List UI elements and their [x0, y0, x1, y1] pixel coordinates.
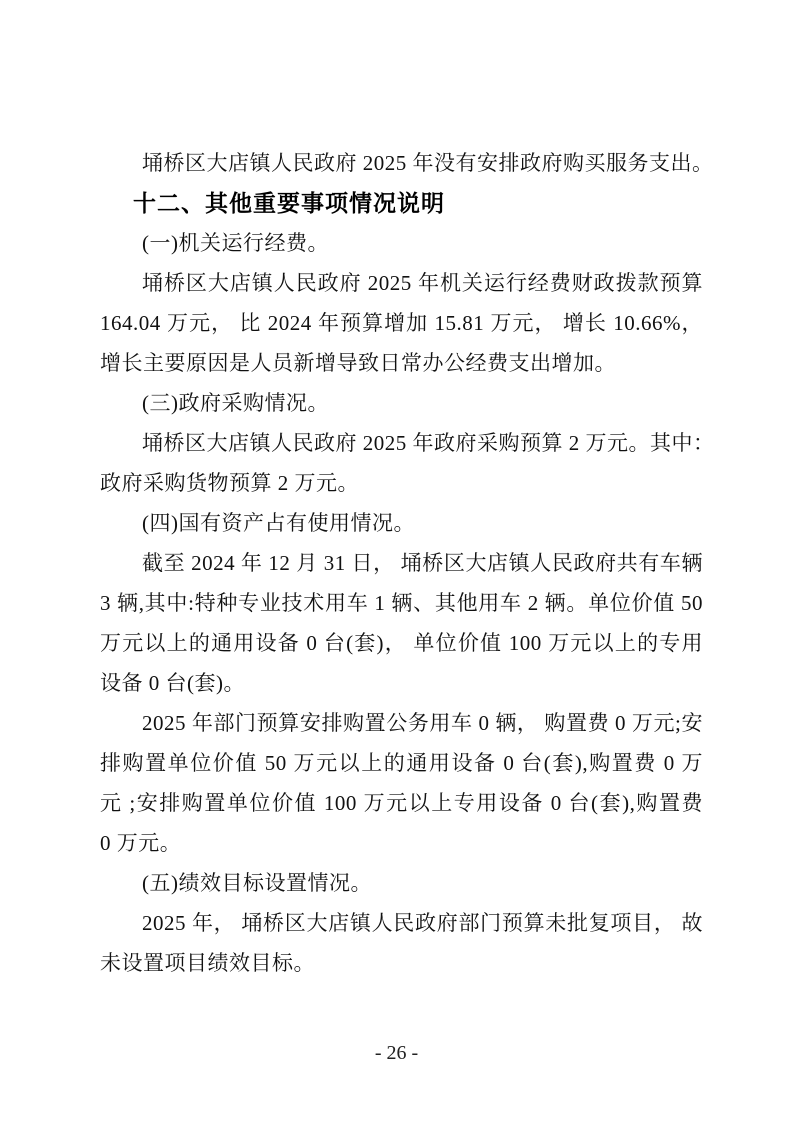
paragraph-line: 排购置单位价值 50 万元以上的通用设备 0 台(套),购置费 0 万 [100, 751, 703, 775]
page-footer [0, 1040, 793, 1066]
paragraph-line: 截至 2024 年 12 月 31 日， 埇桥区大店镇人民政府共有车辆 [142, 551, 703, 575]
paragraph-line: 政府采购货物预算 2 万元。 [100, 471, 359, 495]
subsection-label: (四)国有资产占有使用情况。 [142, 511, 415, 535]
subsection-label: (一)机关运行经费。 [142, 231, 329, 255]
paragraph-line: 元 ;安排购置单位价值 100 万元以上专用设备 0 台(套),购置费 [100, 791, 703, 815]
paragraph-line: 2025 年部门预算安排购置公务用车 0 辆， 购置费 0 万元;安 [142, 711, 703, 735]
subsection-label: (三)政府采购情况。 [142, 391, 329, 415]
page-number: - 26 - [374, 1042, 419, 1064]
paragraph-line: 埇桥区大店镇人民政府 2025 年政府采购预算 2 万元。其中： [142, 431, 715, 455]
section-heading: 十二、其他重要事项情况说明 [133, 190, 445, 216]
paragraph-line: 埇桥区大店镇人民政府 2025 年没有安排政府购买服务支出。 [142, 151, 714, 175]
paragraph-line: 未设置项目绩效目标。 [100, 951, 315, 975]
paragraph-line: 3 辆,其中:特种专业技术用车 1 辆、其他用车 2 辆。单位价值 50 [100, 591, 703, 615]
document-body [100, 143, 715, 983]
paragraph-line: 设备 0 台(套)。 [100, 671, 245, 695]
paragraph-line: 164.04 万元， 比 2024 年预算增加 15.81 万元， 增长 10.66%， [100, 311, 703, 335]
paragraph-line: 2025 年， 埇桥区大店镇人民政府部门预算未批复项目， 故 [142, 911, 703, 935]
paragraph-line: 0 万元。 [100, 831, 182, 855]
paragraph-line: 埇桥区大店镇人民政府 2025 年机关运行经费财政拨款预算 [142, 271, 703, 295]
paragraph-line: 增长主要原因是人员新增导致日常办公经费支出增加。 [100, 351, 616, 375]
paragraph-line: 万元以上的通用设备 0 台(套)， 单位价值 100 万元以上的专用 [100, 631, 703, 655]
subsection-label: (五)绩效目标设置情况。 [142, 871, 372, 895]
